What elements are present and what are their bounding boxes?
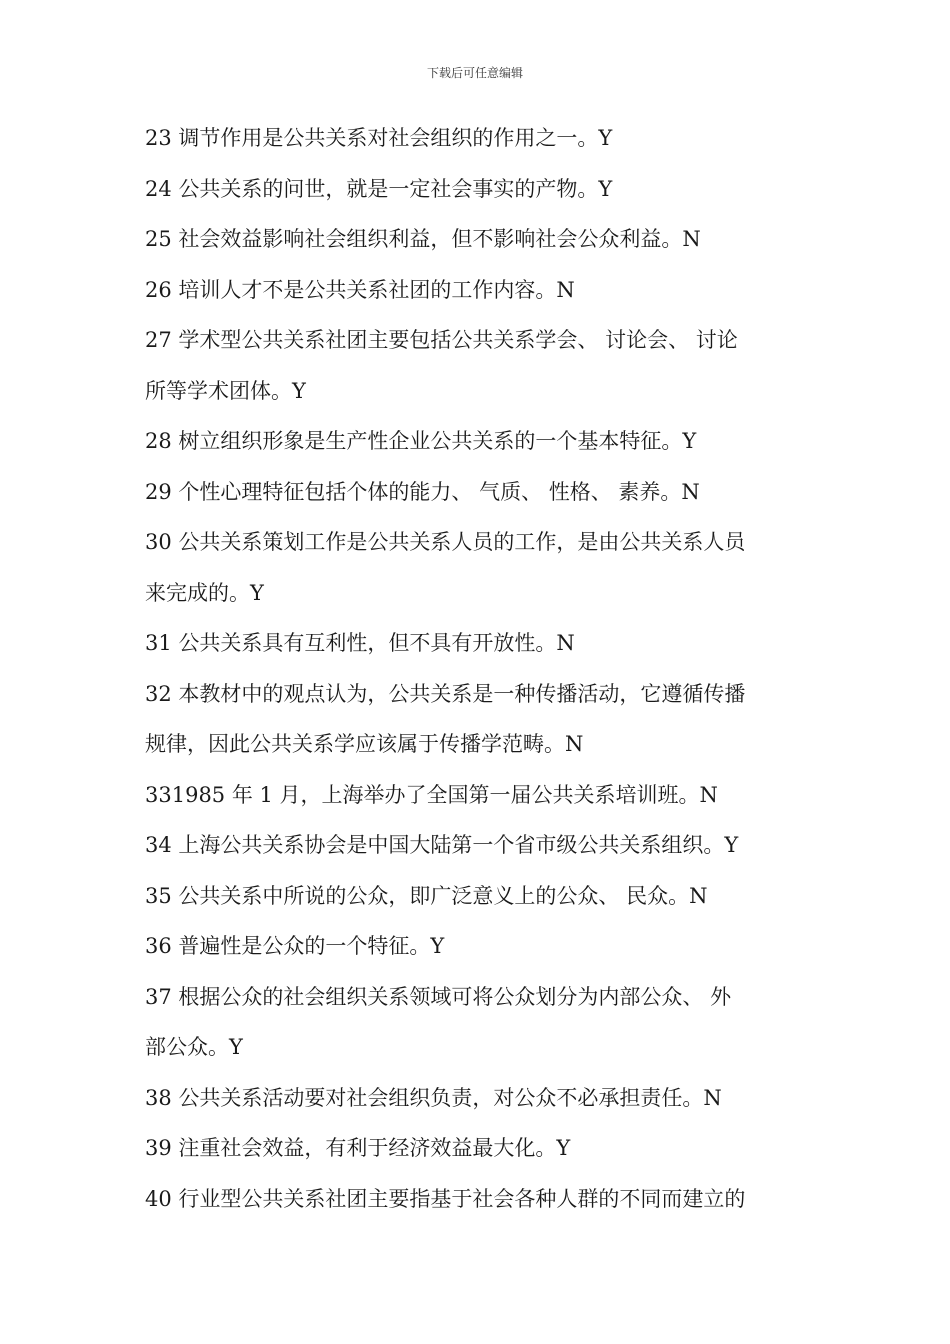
text-line: 所等学术团体。Y [145,378,306,403]
text-line: 29 个性心理特征包括个体的能力、 气质、 性格、 素养。N [145,479,700,504]
text-line: 32 本教材中的观点认为，公共关系是一种传播活动，它遵循传播 [145,681,746,706]
text-line: 36 普遍性是公众的一个特征。Y [145,934,445,958]
text-line: 31 公共关系具有互利性，但不具有开放性。N [145,631,575,655]
text-line: 24 公共关系的问世，就是一定社会事实的产物。Y [145,176,613,201]
text-line: 来完成的。Y [145,580,264,605]
text-line: 部公众。Y [145,1035,243,1059]
document-body [145,116,813,1227]
text-line: 27 学术型公共关系社团主要包括公共关系学会、 讨论会、 讨论 [145,328,738,352]
text-line: 规律，因此公共关系学应该属于传播学范畴。N [145,732,584,756]
text-line: 28 树立组织形象是生产性企业公共关系的一个基本特征。Y [145,429,697,453]
text-line: 331985 年 1 月，上海举办了全国第一届公共关系培训班。N [145,782,718,807]
text-line: 26 培训人才不是公共关系社团的工作内容。N [145,277,575,302]
text-line: 34 上海公共关系协会是中国大陆第一个省市级公共关系组织。Y [145,833,739,857]
text-line: 38 公共关系活动要对社会组织负责，对公众不必承担责任。N [145,1085,722,1110]
text-line: 35 公共关系中所说的公众，即广泛意义上的公众、 民众。N [145,883,708,908]
text-line: 23 调节作用是公共关系对社会组织的作用之一。Y [145,126,613,150]
text-line: 30 公共关系策划工作是公共关系人员的工作，是由公共关系人员 [145,530,746,554]
page-header: 下载后可任意编辑 [426,66,523,80]
text-line: 40 行业型公共关系社团主要指基于社会各种人群的不同而建立的 [145,1186,746,1211]
text-line: 39 注重社会效益，有利于经济效益最大化。Y [145,1136,571,1160]
text-line: 25 社会效益影响社会组织利益，但不影响社会公众利益。N [145,227,701,251]
text-line: 37 根据公众的社会组织关系领域可将公众划分为内部公众、 外 [145,984,732,1009]
